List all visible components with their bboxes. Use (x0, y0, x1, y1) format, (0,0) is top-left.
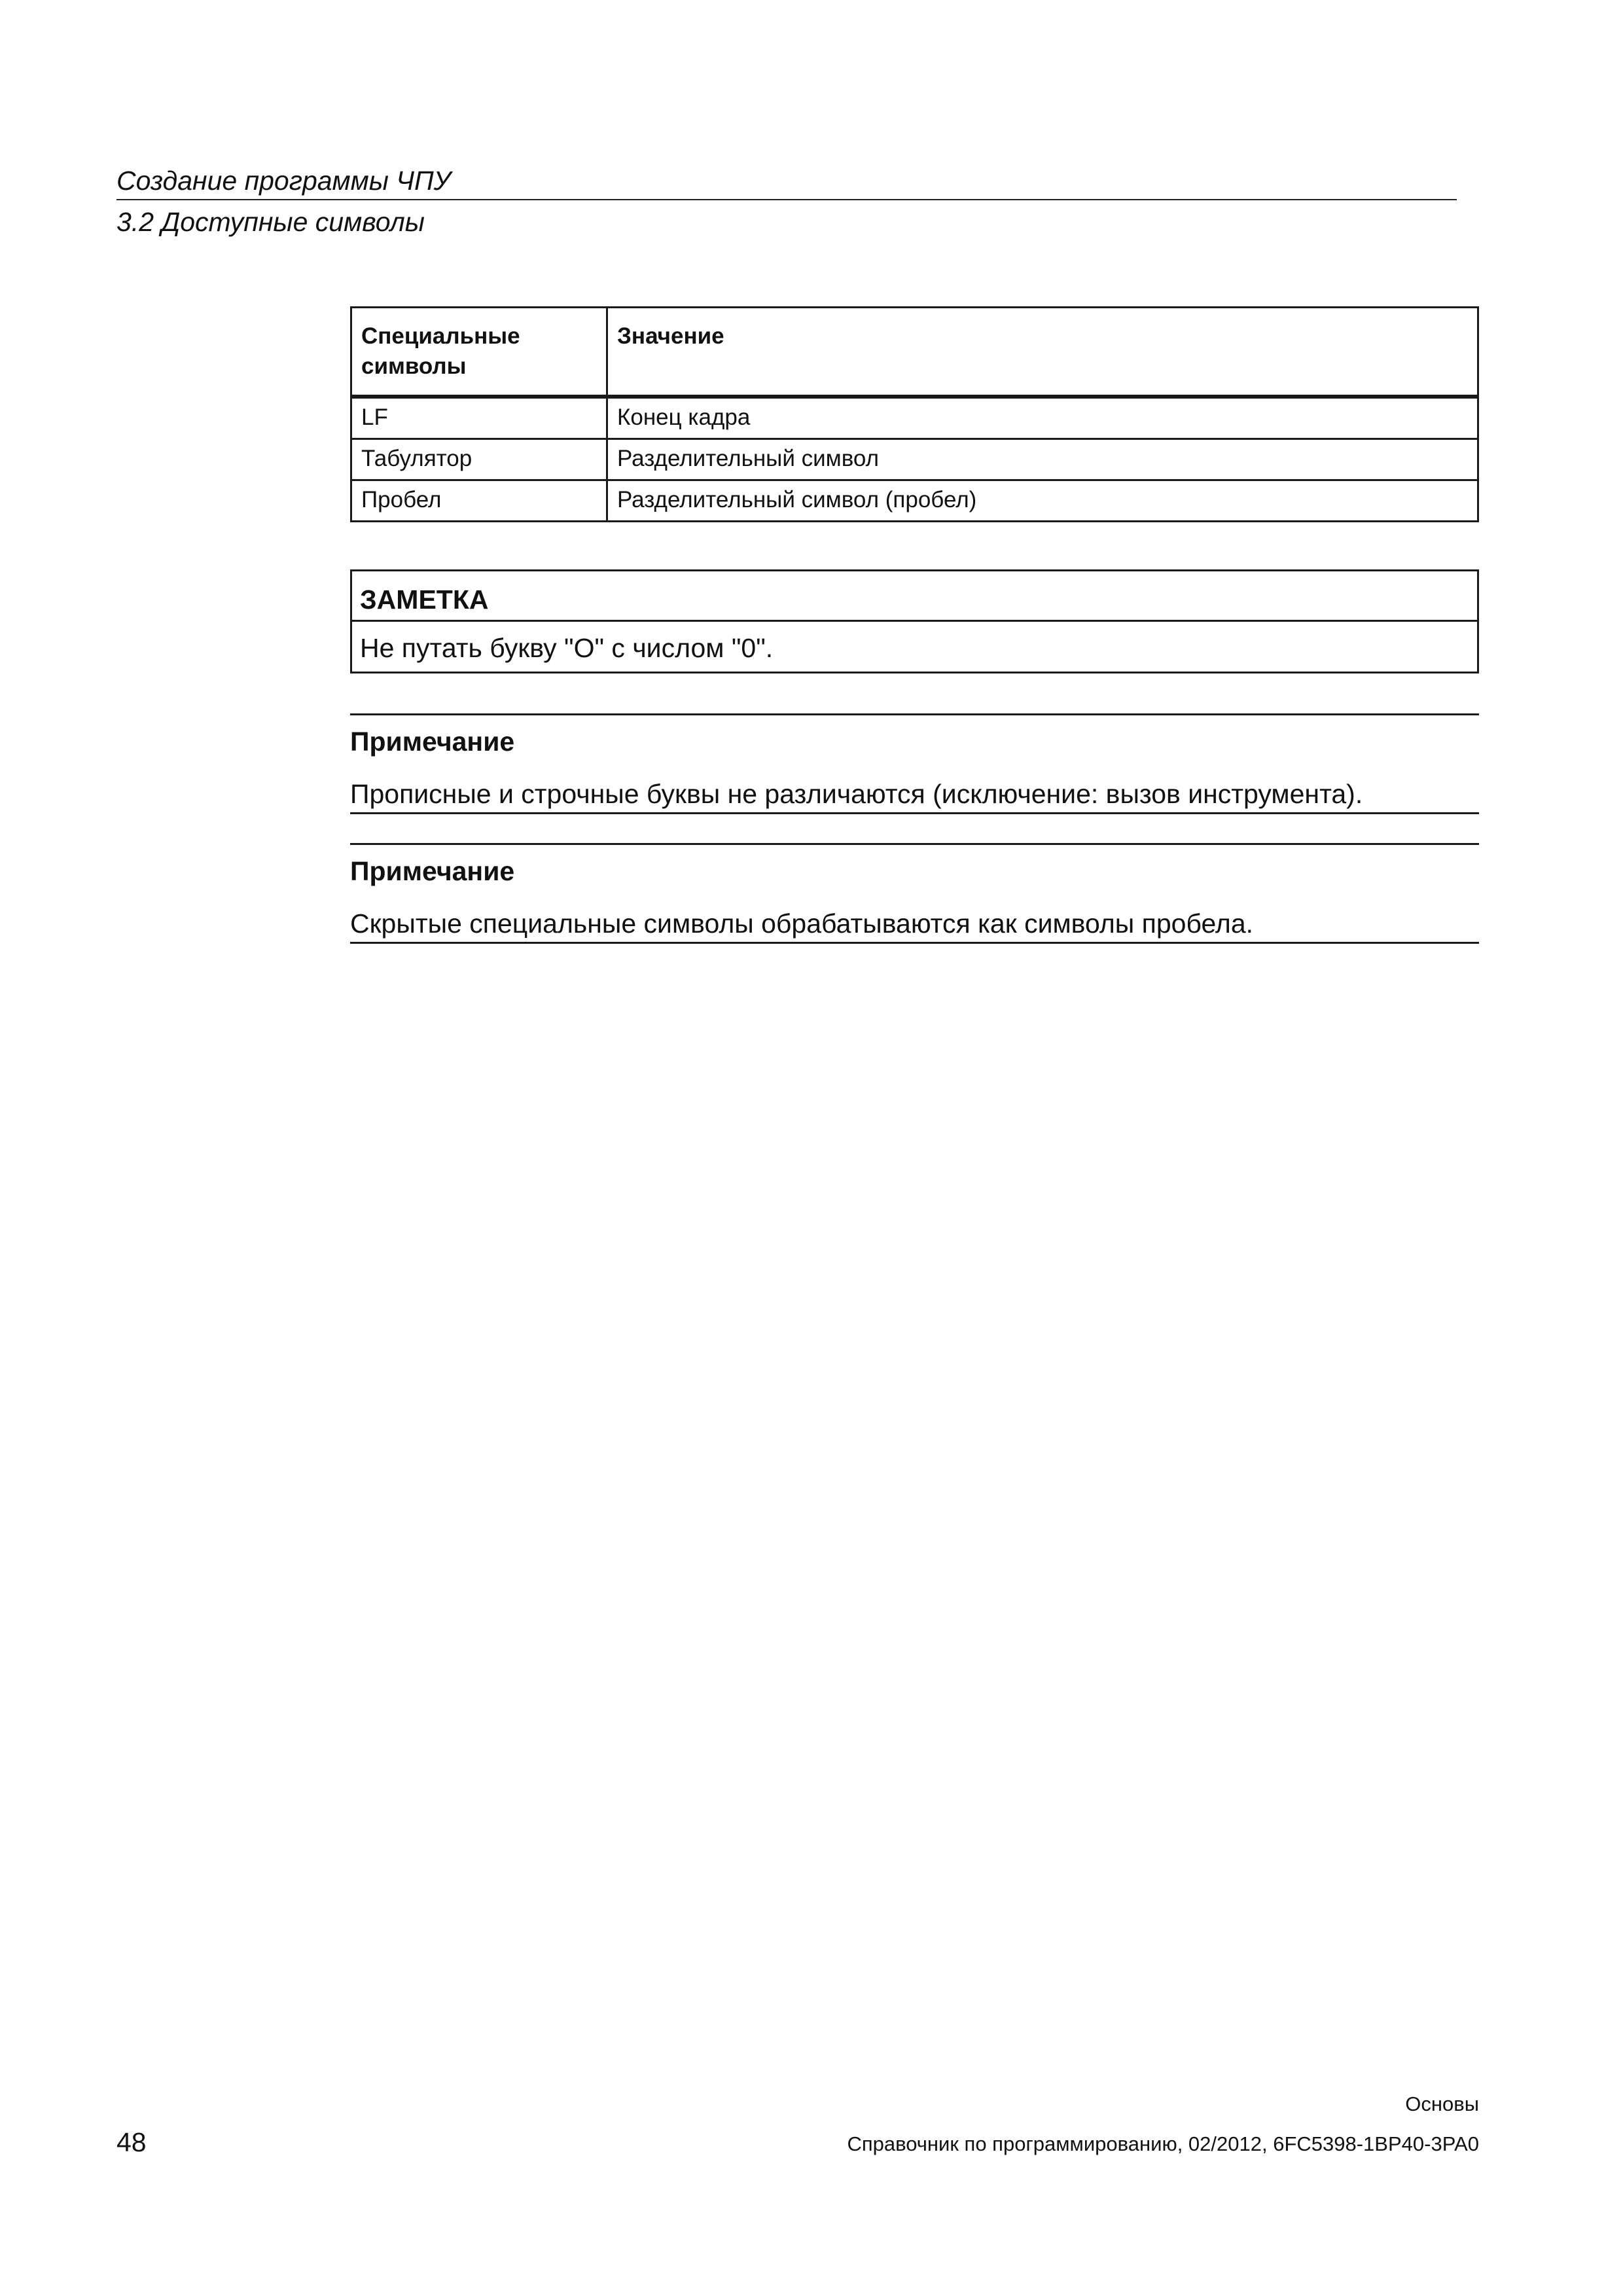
page-number: 48 (116, 2127, 147, 2157)
notice-title: ЗАМЕТКА (352, 571, 1477, 622)
footer-doc-info: Справочник по программированию, 02/2012, 6FC5398-1BP40-3PA0 (847, 2132, 1479, 2155)
table-row (351, 439, 1478, 480)
table-cell-character: LF (351, 397, 607, 439)
note-text: Прописные и строчные буквы не различаются (исключение: вызов инструмента). (350, 779, 1363, 809)
section-title: 3.2 Доступные символы (116, 207, 425, 237)
footer-doc-name: Основы (1405, 2092, 1479, 2115)
table-row (351, 397, 1478, 439)
table-row (351, 480, 1478, 522)
table-cell-meaning: Конец кадра (607, 397, 1478, 439)
table-cell-meaning: Разделительный символ (пробел) (607, 480, 1478, 522)
note-case-insensitivity (350, 713, 1479, 814)
table-header-row (351, 308, 1478, 397)
notice-text: Не путать букву "O" с числом "0". (360, 633, 774, 663)
table-cell-meaning: Разделительный символ (607, 439, 1478, 480)
note-text: Скрытые специальные символы обрабатываются как символы пробела. (350, 908, 1254, 939)
note-title: Примечание (350, 856, 515, 886)
notice-box (350, 569, 1479, 673)
note-hidden-characters (350, 843, 1479, 944)
note-title: Примечание (350, 726, 515, 757)
table-cell-character: Пробел (351, 480, 607, 522)
table-cell-character: Табулятор (351, 439, 607, 480)
table-header-meaning: Значение (607, 308, 1478, 397)
special-characters-table (350, 306, 1479, 522)
chapter-title: Создание программы ЧПУ (116, 164, 1457, 200)
table-header-special-characters: Специальные символы (351, 308, 607, 397)
